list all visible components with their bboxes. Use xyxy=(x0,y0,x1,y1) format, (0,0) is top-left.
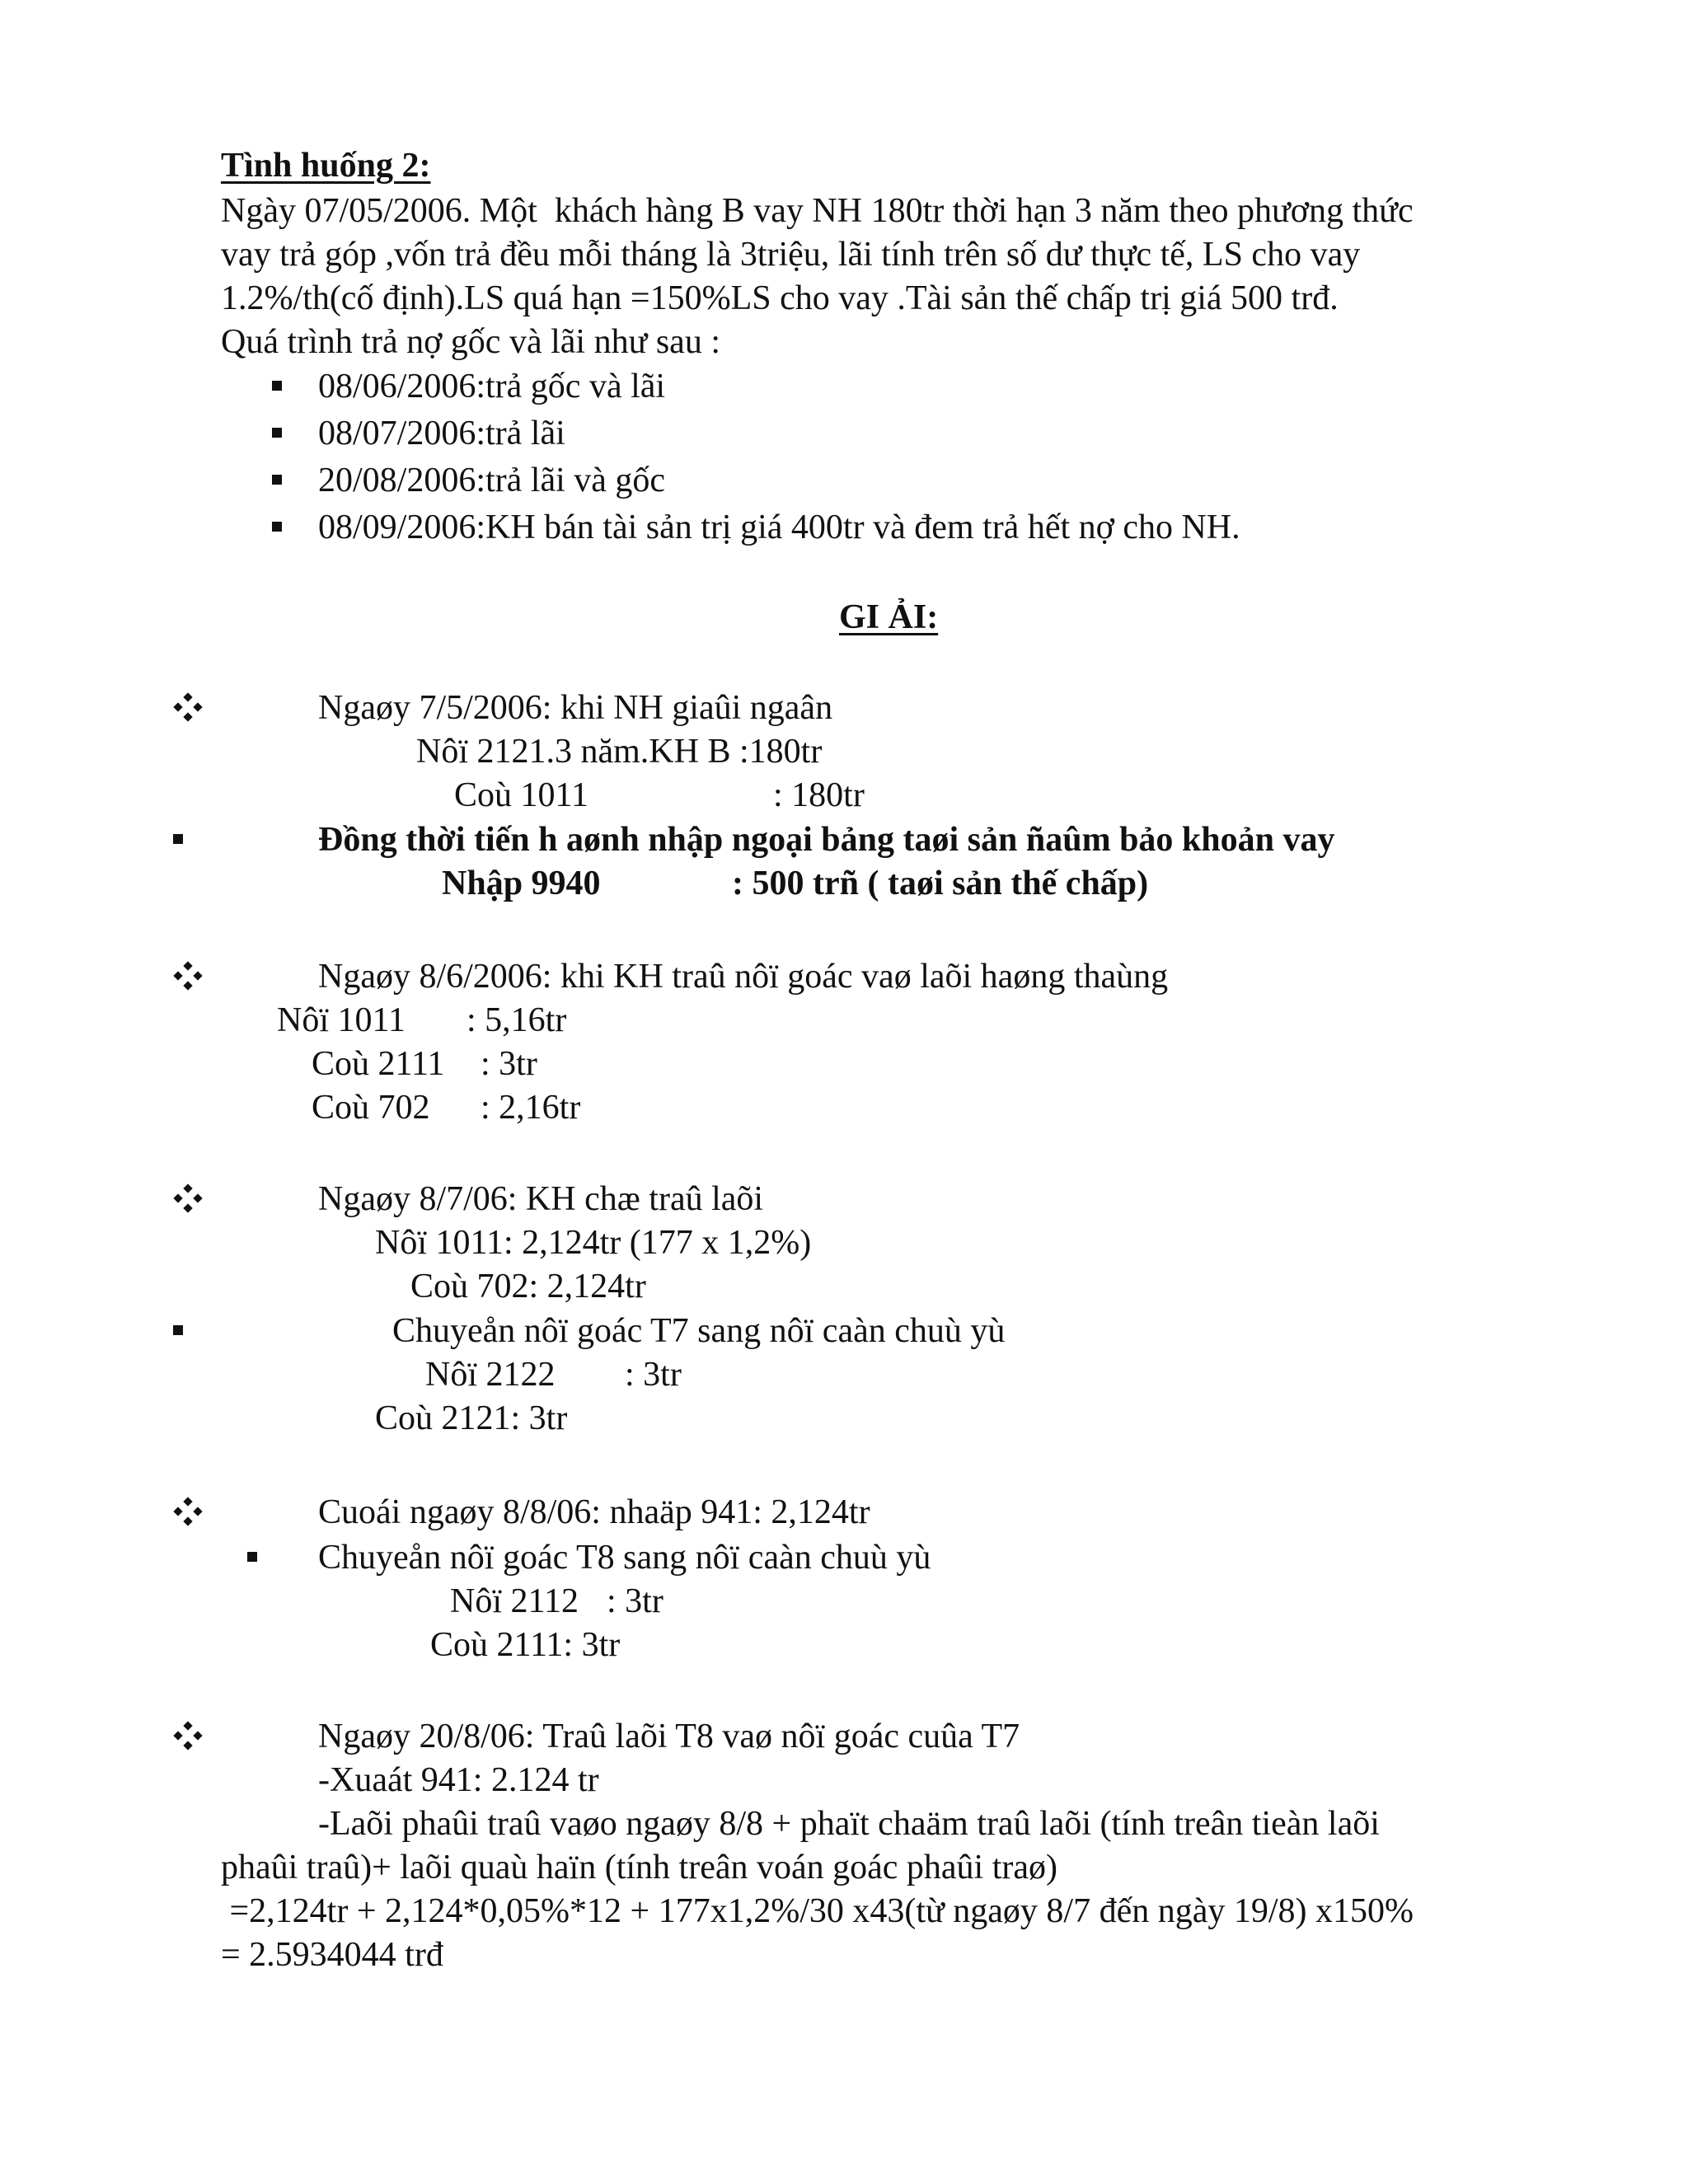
diamond-bullet-icon xyxy=(173,1183,203,1213)
entry-title: Ngaøy 7/5/2006: khi NH giaûi ngaân xyxy=(318,689,833,727)
entry-title: Chuyeån nôï goác T7 sang nôï caàn chuù yù xyxy=(392,1312,1006,1350)
entry-title: Cuoái ngaøy 8/8/06: nhaäp 941: 2,124tr xyxy=(318,1493,870,1531)
square-bullet-icon xyxy=(173,834,183,844)
list-item: 08/09/2006:KH bán tài sản trị giá 400tr và đem trả hết nợ cho NH. xyxy=(318,509,1240,546)
entry-amount: : 180tr xyxy=(773,776,865,814)
entry-amount: : 3tr xyxy=(607,1582,663,1620)
list-item: 20/08/2006:trả lãi và gốc xyxy=(318,462,666,499)
entry-subtitle: Chuyeån nôï goác T8 sang nôï caàn chuù yù xyxy=(318,1539,931,1577)
entry-line: phaûi traû)+ laõi quaù haïn (tính treân voán goác phaûi traø) xyxy=(221,1849,1057,1886)
square-bullet-icon xyxy=(272,381,282,391)
entry-line: -Xuaát 941: 2.124 tr xyxy=(318,1761,599,1799)
diamond-bullet-icon xyxy=(173,1497,203,1526)
result-line: = 2.5934044 trđ xyxy=(221,1936,443,1974)
entry-title: Ngaøy 20/8/06: Traû laõi T8 vaø nôï goác cuûa T7 xyxy=(318,1718,1020,1755)
entry-line: Coù 2111: 3tr xyxy=(430,1626,621,1664)
entry-title: Ngaøy 8/7/06: KH chæ traû laõi xyxy=(318,1180,764,1218)
entry-amount: : 3tr xyxy=(481,1045,537,1083)
entry-line: Coù 2111 xyxy=(312,1045,445,1083)
problem-line: Ngày 07/05/2006. Một khách hàng B vay NH 180tr thời hạn 3 năm theo phương thức xyxy=(221,192,1414,230)
diamond-bullet-icon xyxy=(173,961,203,991)
entry-line: -Laõi phaûi traû vaøo ngaøy 8/8 + phaït chaäm traû laõi (tính treân tieàn laõi xyxy=(318,1805,1380,1843)
entry-line: Nôï 1011: 2,124tr (177 x 1,2%) xyxy=(375,1224,812,1262)
square-bullet-icon xyxy=(173,1325,183,1335)
entry-line: Coù 702: 2,124tr xyxy=(410,1268,646,1305)
entry-amount: : 2,16tr xyxy=(481,1089,581,1127)
entry-line: Nôï 2121.3 năm.KH B :180tr xyxy=(416,733,823,771)
list-item: 08/07/2006:trả lãi xyxy=(318,415,565,452)
entry-line: Coù 702 xyxy=(312,1089,430,1127)
entry-amount: : 5,16tr xyxy=(467,1001,567,1039)
list-item: 08/06/2006:trả gốc và lãi xyxy=(318,368,666,405)
entry-amount: : 3tr xyxy=(625,1356,682,1394)
formula-line: =2,124tr + 2,124*0,05%*12 + 177x1,2%/30 x43(từ ngaøy 8/7 đến ngày 19/8) x150% xyxy=(221,1892,1414,1930)
problem-line: Quá trình trả nợ gốc và lãi như sau : xyxy=(221,323,720,361)
solution-heading: GI ẢI: xyxy=(839,598,939,636)
square-bullet-icon xyxy=(247,1552,257,1562)
entry-line: Coù 2121: 3tr xyxy=(375,1399,568,1437)
square-bullet-icon xyxy=(272,475,282,485)
entry-title: Ngaøy 8/6/2006: khi KH traû nôï goác vaø laõi haøng thaùng xyxy=(318,958,1169,996)
entry-line: Nôï 2122 xyxy=(425,1356,556,1394)
entry-line: Nôï 2112 xyxy=(450,1582,579,1620)
entry-title: Đồng thời tiến h aønh nhập ngoại bảng taøi sản ñaûm bảo khoản vay xyxy=(318,821,1335,859)
square-bullet-icon xyxy=(272,522,282,532)
square-bullet-icon xyxy=(272,428,282,438)
entry-amount: : 500 trñ ( taøi sản thế chấp) xyxy=(732,865,1149,902)
diamond-bullet-icon xyxy=(173,1721,203,1750)
entry-line: Nhập 9940 xyxy=(442,865,601,902)
diamond-bullet-icon xyxy=(173,692,203,722)
entry-line: Nôï 1011 xyxy=(277,1001,406,1039)
problem-line: vay trả góp ,vốn trả đều mỗi tháng là 3triệu, lãi tính trên số dư thực tế, LS cho vay xyxy=(221,236,1361,274)
problem-heading: Tình huống 2: xyxy=(221,147,431,185)
entry-line: Coù 1011 xyxy=(454,776,588,814)
problem-line: 1.2%/th(cố định).LS quá hạn =150%LS cho vay .Tài sản thế chấp trị giá 500 trđ. xyxy=(221,279,1339,317)
